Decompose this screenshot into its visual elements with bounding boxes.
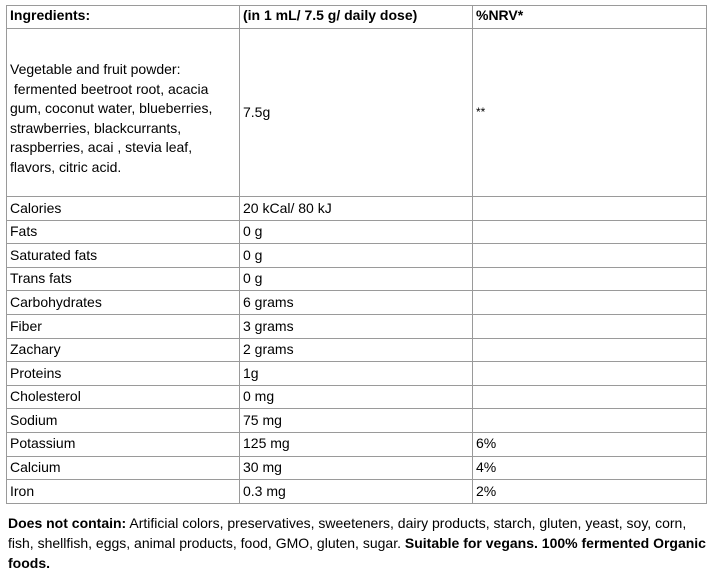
nutrient-nrv xyxy=(473,267,707,291)
ingredient-line: Vegetable and fruit powder: xyxy=(10,61,181,77)
header-ingredients: Ingredients: xyxy=(7,6,240,29)
table-row xyxy=(7,480,707,504)
header-nrv: %NRV* xyxy=(473,6,707,29)
ingredients-row xyxy=(7,29,707,197)
table-row xyxy=(7,362,707,386)
nutrition-table xyxy=(6,5,707,504)
nutrient-name: Fiber xyxy=(7,314,240,338)
vegan-statement: Suitable for vegans. 100% fermented Organic foods. xyxy=(8,535,706,571)
nutrient-nrv xyxy=(473,220,707,244)
nutrient-name: Carbohydrates xyxy=(7,291,240,315)
table-row xyxy=(7,220,707,244)
nutrient-amount: 0.3 mg xyxy=(240,480,473,504)
nutrient-nrv xyxy=(473,409,707,433)
ingredients-amount: 7.5g xyxy=(240,29,473,197)
nutrient-amount: 125 mg xyxy=(240,432,473,456)
nutrient-name: Sodium xyxy=(7,409,240,433)
ingredients-nrv: ** xyxy=(473,29,707,197)
nutrient-amount: 0 g xyxy=(240,220,473,244)
nutrient-amount: 20 kCal/ 80 kJ xyxy=(240,197,473,221)
ingredient-line: fermented beetroot root, acacia xyxy=(10,80,209,97)
ingredient-line: strawberries, blackcurrants, xyxy=(10,119,182,136)
nutrient-amount: 0 g xyxy=(240,267,473,291)
nutrient-name: Fats xyxy=(7,220,240,244)
table-row xyxy=(7,338,707,362)
header-amount: (in 1 mL/ 7.5 g/ daily dose) xyxy=(240,6,473,29)
table-row xyxy=(7,314,707,338)
exclusion-list: Artificial colors, preservatives, sweeteners, dairy products, starch, gluten, yeast, soy, corn, fish, shellfish, eggs, animal products, food, GMO, gluten, sugar. xyxy=(8,515,687,551)
nutrient-nrv xyxy=(473,197,707,221)
nutrient-name: Cholesterol xyxy=(7,385,240,409)
table-row xyxy=(7,291,707,315)
nutrient-nrv xyxy=(473,385,707,409)
ingredient-line: raspberries, acai , stevia leaf, xyxy=(10,139,193,155)
nutrient-amount: 0 mg xyxy=(240,385,473,409)
does-not-contain-label: Does not contain: xyxy=(8,515,127,531)
ingredient-line: gum, coconut water, blueberries, xyxy=(10,100,213,116)
nutrient-amount: 1g xyxy=(240,362,473,386)
nutrient-amount: 2 grams xyxy=(240,338,473,362)
table-row xyxy=(7,197,707,221)
nutrient-nrv: 4% xyxy=(473,456,707,480)
nutrient-nrv: 2% xyxy=(473,480,707,504)
ingredient-line: flavors, citric acid. xyxy=(10,158,122,175)
table-row xyxy=(7,409,707,433)
table-row xyxy=(7,385,707,409)
nutrient-name: Calories xyxy=(7,197,240,221)
nutrient-nrv xyxy=(473,338,707,362)
table-row xyxy=(7,456,707,480)
nutrient-name: Proteins xyxy=(7,362,240,386)
nutrient-name: Iron xyxy=(7,480,240,504)
nutrient-amount: 75 mg xyxy=(240,409,473,433)
nutrient-amount: 3 grams xyxy=(240,314,473,338)
nutrient-nrv xyxy=(473,362,707,386)
table-row xyxy=(7,267,707,291)
table-row xyxy=(7,432,707,456)
ingredients-list xyxy=(7,29,240,197)
nutrient-name: Potassium xyxy=(7,432,240,456)
table-row xyxy=(7,244,707,268)
allergen-note xyxy=(8,513,714,573)
nutrient-nrv xyxy=(473,244,707,268)
nutrient-nrv: 6% xyxy=(473,432,707,456)
nutrient-amount: 30 mg xyxy=(240,456,473,480)
nutrient-name: Saturated fats xyxy=(7,244,240,268)
nutrient-name: Trans fats xyxy=(7,267,240,291)
nutrient-amount: 0 g xyxy=(240,244,473,268)
table-header-row xyxy=(7,6,707,29)
nutrient-name: Calcium xyxy=(7,456,240,480)
nutrient-nrv xyxy=(473,291,707,315)
nutrient-amount: 6 grams xyxy=(240,291,473,315)
nutrient-name: Zachary xyxy=(7,338,240,362)
nutrient-nrv xyxy=(473,314,707,338)
